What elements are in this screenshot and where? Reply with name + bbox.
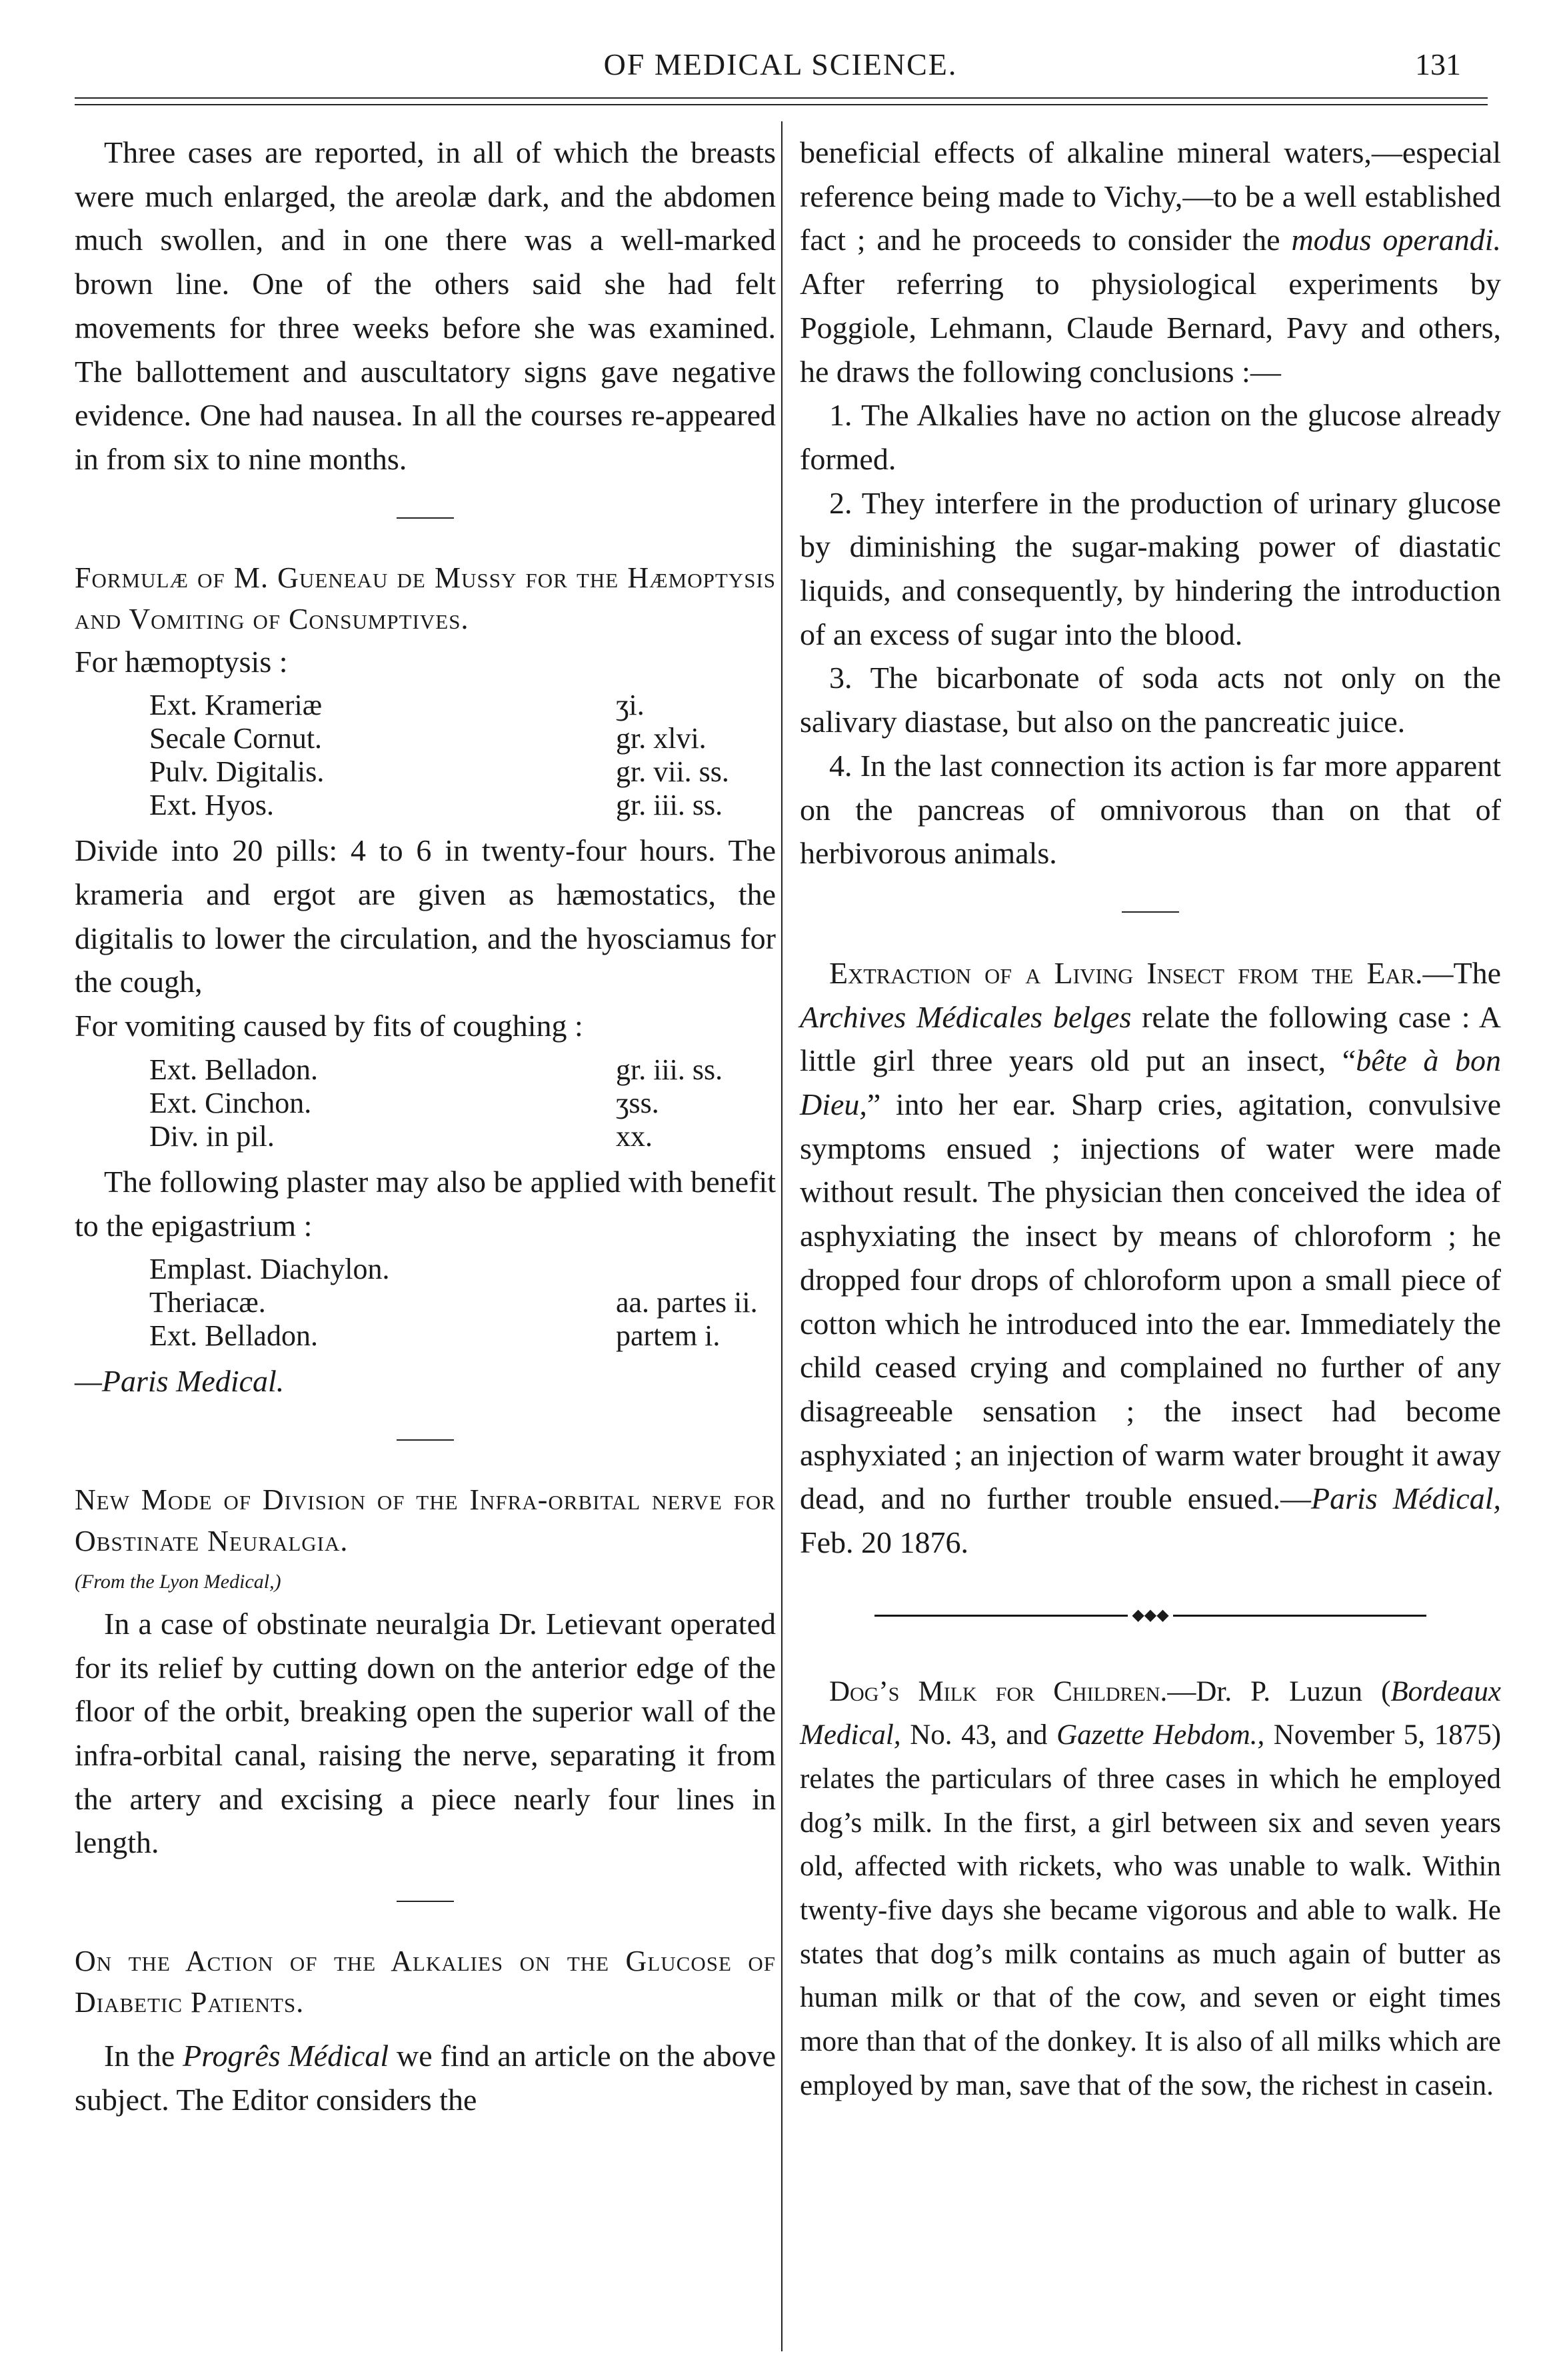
prescription-line: Theriacæ. aa. partes ii. bbox=[149, 1286, 758, 1319]
section-divider bbox=[397, 517, 454, 519]
infraorbital-source: (From the Lyon Medical,) bbox=[75, 1570, 281, 1593]
prescription-vomiting bbox=[75, 1053, 776, 1153]
conclusion-item: 2. They interfere in the production of urinary glucose by diminishing the sugar-making power of diastatic liquids, and consequently, by hindering the introduction of an excess of sugar into the blood. bbox=[800, 485, 1501, 651]
for-vomiting-label: For vomiting caused by fits of coughing : bbox=[75, 1009, 583, 1043]
header-rule-bottom bbox=[75, 104, 1488, 105]
ornament-line-left bbox=[874, 1615, 1128, 1617]
header-rule-top bbox=[75, 97, 1488, 99]
left-column bbox=[75, 131, 776, 2122]
prescription-line: Ext. Belladon. partem i. bbox=[149, 1319, 721, 1353]
prescription-haemoptysis bbox=[75, 689, 776, 822]
insect-paragraph: Extraction of a Living Insect from the Ear.—The Archives Médicales belges relate the following case : A little girl three years old put an insect, “bête à bon Dieu,” into her ear. Sharp cries, agitation, convulsive symptoms ensued ; injections of water were made without result. The physician then conceived the idea of asphyxiating the insect by means of chloroform ; he dropped four drops of chloroform upon a small piece of cotton which he introduced into the ear. Immediately the child ceased crying and complained no further of any disagreeable sensation ; the insect had become asphyxiated ; an injection of warm water brought it away dead, and no further trouble ensued.—Paris Médical, Feb. 20 1876. bbox=[800, 955, 1502, 1560]
page-number: 131 bbox=[1415, 47, 1461, 81]
dogs-milk-paragraph: Dog’s Milk for Children.—Dr. P. Luzun (Bordeaux Medical, No. 43, and Gazette Hebdom., November 5, 1875) relates the particulars of three cases in which he employed dog’s milk. In the first, a girl between six and seven years old, affected with rickets, who was unable to walk. Within twenty-five days she became vigorous and able to walk. He states that dog’s milk contains as much again of butter as human milk or that of the cow, and seven or eight times more than that of the donkey. It is also of all milks which are employed by man, save that of the sow, the richest in casein. bbox=[800, 1675, 1502, 2101]
ornament-line-right bbox=[1173, 1615, 1426, 1617]
formulae-heading: Formulæ of M. Gueneau de Mussy for the Hæmoptysis and Vomiting of Consumptives. bbox=[75, 561, 776, 635]
ornamental-divider bbox=[800, 1594, 1501, 1638]
section-divider bbox=[397, 1439, 454, 1441]
conclusion-item: 1. The Alkalies have no action on the glucose already formed. bbox=[800, 398, 1501, 476]
alkalies-continued-paragraph: beneficial effects of alkaline mineral waters,—especial reference being made to Vichy,—to be a well established fact ; and he proceeds to consider the modus operandi. After referring to physiological experiments by Poggiole, Lehmann, Claude Bernard, Pavy and others, he draws the following conclusions :— bbox=[800, 135, 1501, 389]
right-column bbox=[800, 131, 1501, 2108]
prescription-line: Secale Cornut. gr. xlvi. bbox=[149, 722, 707, 755]
running-header: OF MEDICAL SCIENCE. bbox=[603, 47, 958, 81]
prescription-line: Ext. Belladon. gr. iii. ss. bbox=[149, 1053, 723, 1086]
section-divider bbox=[397, 1901, 454, 1902]
conclusion-item: 3. The bicarbonate of soda acts not only on the salivary diastase, but also on the pancreatic juice. bbox=[800, 661, 1501, 739]
prescription-line: Ext. Krameriæ ʒi. bbox=[149, 689, 645, 722]
formulae-source: —Paris Medical. bbox=[75, 1364, 285, 1399]
conclusion-item: 4. In the last connection its action is far more apparent on the pancreas of omnivorous than on that of herbivorous animals. bbox=[800, 748, 1501, 871]
insect-heading: Extraction of a Living Insect from the Ear. bbox=[829, 955, 1423, 990]
prescription-line: Ext. Cinchon. ʒss. bbox=[149, 1086, 659, 1119]
prescription-line: Pulv. Digitalis. gr. vii. ss. bbox=[149, 755, 729, 789]
pregnancy-cases-paragraph: Three cases are reported, in all of which the breasts were much enlarged, the areolæ dark, and the abdomen much swollen, and in one there was a well-marked brown line. One of the others said she had felt movements for three weeks before she was examined. The ballottement and auscultatory signs gave negative evidence. One had nausea. In all the courses re-appeared in from six to nine months. bbox=[75, 135, 776, 476]
prescription-line: Div. in pil. xx. bbox=[149, 1119, 653, 1153]
prescription-line: Emplast. Diachylon. bbox=[149, 1253, 390, 1286]
prescription-line: Ext. Hyos. gr. iii. ss. bbox=[149, 789, 723, 822]
infraorbital-heading: New Mode of Division of the Infra-orbital nerve for Obstinate Neuralgia. bbox=[75, 1483, 776, 1557]
plaster-paragraph: The following plaster may also be applied with benefit to the epigastrium : bbox=[75, 1164, 776, 1243]
ornament-icon: ◆◆◆ bbox=[1132, 1606, 1169, 1624]
alkalies-heading: On the Action of the Alkalies on the Glucose of Diabetic Patients. bbox=[75, 1945, 776, 2019]
prescription-plaster bbox=[75, 1253, 776, 1353]
column-divider bbox=[781, 121, 782, 2351]
infraorbital-paragraph: In a case of obstinate neuralgia Dr. Letievant operated for its relief by cutting down on the anterior edge of the floor of the orbit, breaking open the superior wall of the infra-orbital canal, raising the nerve, separating it from the artery and excising a piece nearly four lines in length. bbox=[75, 1606, 776, 1860]
for-haemoptysis-label: For hæmoptysis : bbox=[75, 644, 288, 679]
alkalies-paragraph: In the Progrês Médical we find an article on the above subject. The Editor considers the bbox=[75, 2039, 777, 2117]
dogs-milk-heading: Dog’s Milk for Children. bbox=[829, 1675, 1168, 1707]
section-divider bbox=[1122, 911, 1179, 913]
divide-pills-paragraph: Divide into 20 pills: 4 to 6 in twenty-four hours. The krameria and ergot are given as hæmostatics, the digitalis to lower the circulation, and the hyosciamus for the cough, bbox=[75, 833, 776, 999]
